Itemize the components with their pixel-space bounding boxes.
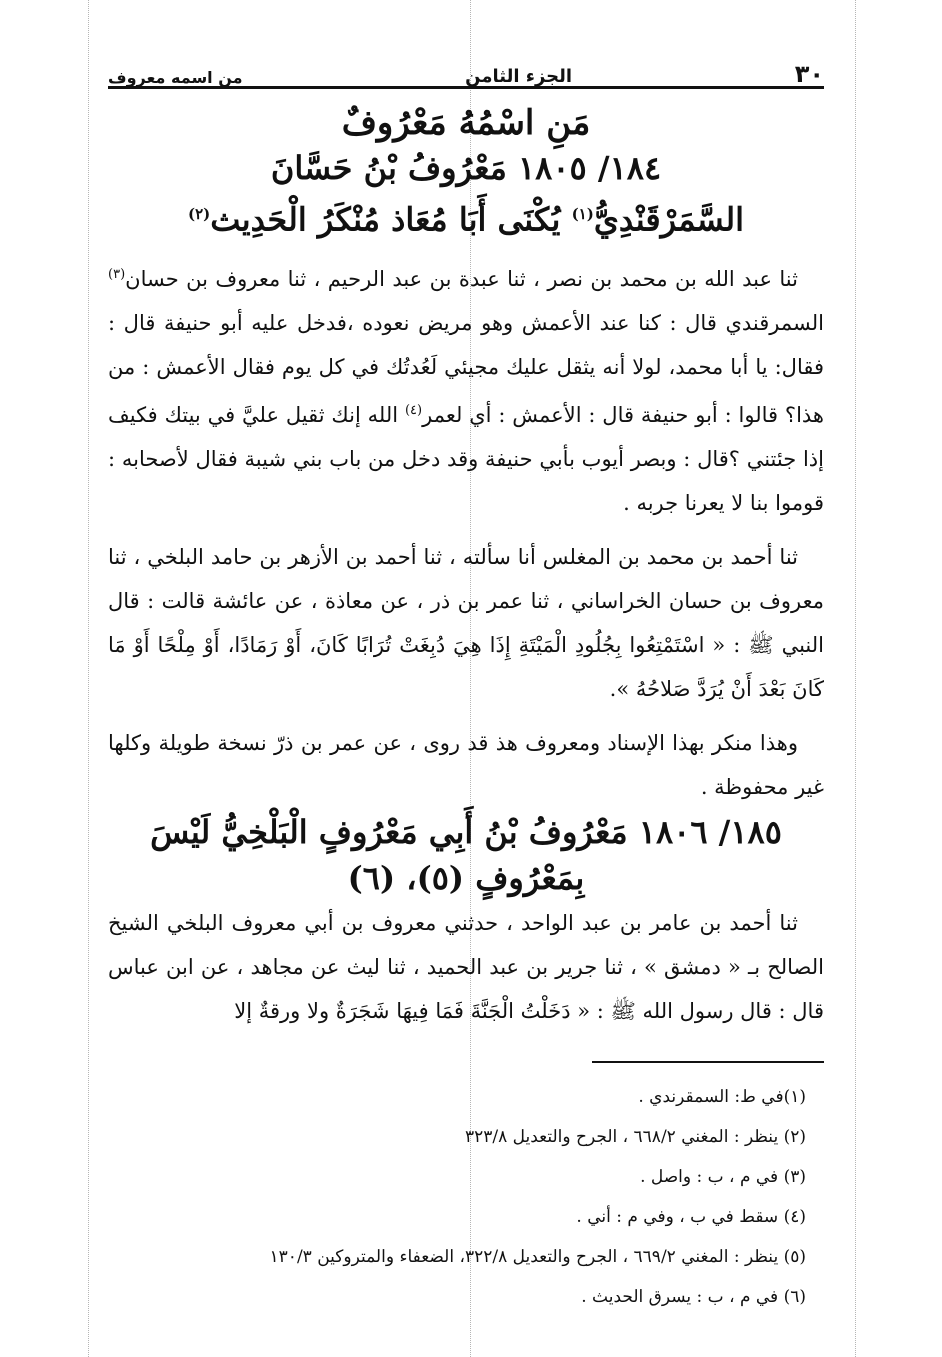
entry-1805-title: ١٨٤/ ١٨٠٥ مَعْرُوفُ بْنُ حَسَّانَ: [270, 149, 662, 187]
paragraph-2: ثنا أحمد بن محمد بن المغلس أنا سألته ، ثنا أحمد بن الأزهر بن حامد البلخي ، ثنا معروف بن حسان الخراساني ، ثنا عمر بن ذر ، عن معاذة ، عن عائشة قالت : قال النبي ﷺ : « اسْتَمْتِعُوا بِجُلُودِ الْمَيْتَةِ إِذَا هِيَ دُبِغَتْ تُرَابًا كَانَ، أَوْ رَمَادًا، أَوْ مِلْحًا أَوْ مَا كَانَ بَعْدَ أَنْ يُرَدَّ صَلاحُهُ ».: [108, 544, 824, 701]
footnote-1: (١)في ط: السمقرندي .: [638, 1086, 806, 1107]
book-page: [108, 40, 824, 1317]
paragraph-1-part-c: الله إنك ثقيل عليَّ في بيتك فكيف إذا جئتني ؟قال : وبصر أيوب بأبي حنيفة وقد دخل من باب بني شيبة فقال لأصحابه : قوموا بنا لا يعرنا جربه .: [108, 402, 824, 515]
footnote-ref-1[interactable]: (١): [571, 205, 594, 223]
paragraph-1: [108, 253, 824, 525]
page-header: [108, 40, 824, 89]
section-title: مَنِ اسْمُهُ مَعْرُوفٌ: [341, 103, 591, 143]
paragraph-4: ثنا أحمد بن عامر بن عبد الواحد ، حدثني معروف بن أبي معروف البلخي الشيخ الصالح بـ « دمشق » ، ثنا جرير بن عبد الحميد ، ثنا ليث عن مجاهد ، عن ابن عباس قال : قال رسول الله ﷺ : « دَخَلْتُ الْجَنَّةَ فَمَا فِيهَا شَجَرَةٌ ولا ورقةٌ إلا: [108, 910, 824, 1023]
footnote-6: (٦) في م ، ب : يسرق الحديث .: [581, 1286, 806, 1307]
section-running-head: من اسمه معروف: [108, 68, 243, 87]
entry-1805-subtitle: [108, 191, 824, 243]
footnote-2: (٢) ينظر : المغني ٦٦٨/٢ ، الجرح والتعديل ٣٢٣/٨: [464, 1126, 806, 1147]
footnote-4: (٤) سقط في ب ، وفي م : أني .: [576, 1206, 806, 1227]
footnotes: [108, 1077, 824, 1317]
volume-title: الجزء الثامن: [465, 66, 573, 87]
footnote-separator: [592, 1061, 824, 1063]
footnote-5: (٥) ينظر : المغني ٦٦٩/٢ ، الجرح والتعديل ٣٢٢/٨، الضعفاء والمتروكين ١٣٠/٣: [269, 1246, 806, 1267]
entry-1806-title: ١٨٥/ ١٨٠٦ مَعْرُوفُ بْنُ أَبِي مَعْرُوفٍ الْبَلْخِيُّ لَيْسَ بِمَعْرُوفٍ (٥)، (٦): [150, 812, 782, 897]
footnote-ref-2[interactable]: (٢): [188, 205, 211, 223]
paragraph-1-part-a: ثنا عبد الله بن محمد بن نصر ، ثنا عبدة بن عبد الرحيم ، ثنا معروف بن حسان: [125, 266, 798, 291]
footnote-3: (٣) في م ، ب : واصل .: [640, 1166, 806, 1187]
footnote-ref-3[interactable]: (٣): [108, 266, 126, 282]
entry-1805-nisba: السَّمَرْقَنْدِيُّ: [593, 200, 744, 239]
page-number: ٣٠: [794, 60, 824, 88]
paragraph-3: وهذا منكر بهذا الإسناد ومعروف هذ قد روى ، عن عمر بن ذرّ نسخة طويلة وكلها غير محفوظة .: [108, 730, 824, 799]
entry-1805-kunya: يُكْنَى أَبَا مُعَاذ مُنْكَرُ الْحَدِيث: [210, 200, 572, 239]
paragraph-1-part-b: السمرقندي قال : كنا عند الأعمش وهو مريض نعوده ،فدخل عليه أبو حنيفة قال : فقال: يا أبا محمد، لولا أنه يثقل عليك مجيئي لَعُدتُك في كل يوم فقال الأعمش : من هذا؟ قالوا : أبو حنيفة قال : الأعمش : أي لعمر: [108, 310, 825, 427]
footnote-ref-4[interactable]: (٤): [404, 402, 423, 418]
